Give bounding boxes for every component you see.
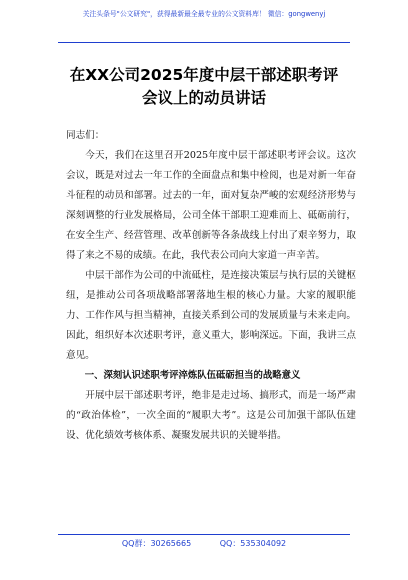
footer-qq-group: QQ群：30265665: [121, 539, 192, 548]
section-heading-1: 一、深刻认识述职考评淬炼队伍砥砺担当的战略意义: [84, 370, 301, 381]
footer-qq: QQ：535304092: [219, 539, 287, 548]
header-note: 关注头条号"公文研究"，获得最新最全最专业的公文资料库！ 微信：gongwenyj: [82, 10, 326, 18]
paragraph-2: 中层干部作为公司的中流砥柱，是连接决策层与执行层的关键枢纽，是推动公司各项战略部署落地生根的核心力量。大家的履职能力、工作作风与担当精神，直接关系到公司的发展质量与未来走向。因此，组织好本次述职考评，意义重大，影响深远。下面，我讲三点意见。: [66, 270, 356, 361]
header-divider: [58, 42, 350, 43]
salutation: 同志们：: [66, 130, 105, 141]
document-title-line-1: 在XX公司2025年度中层干部述职考评: [69, 66, 339, 84]
document-title-line-2: 会议上的动员讲话: [141, 89, 266, 107]
footer: [0, 538, 408, 549]
footer-divider: [58, 534, 350, 535]
document-body: [66, 126, 356, 446]
paragraph-1: 今天，我们在这里召开2025年度中层干部述职考评会议。这次会议，既是对过去一年工作的全面盘点和集中检阅，也是对新一年奋斗征程的动员和部署。过去的一年，面对复杂严峻的宏观经济形势与深刻调整的行业发展格局，公司全体干部职工迎难而上、砥砺前行，在安全生产、经营管理、改革创新等各条战线上付出了艰辛努力，取得了来之不易的成绩。在此，我代表公司向大家道一声辛苦。: [66, 150, 356, 261]
paragraph-3: 开展中层干部述职考评，绝非是走过场、搞形式，而是一场严肃的“政治体检”，一次全面的“履职大考”。这是公司加强干部队伍建设、优化绩效考核体系、凝聚发展共识的关键举措。: [66, 390, 356, 441]
